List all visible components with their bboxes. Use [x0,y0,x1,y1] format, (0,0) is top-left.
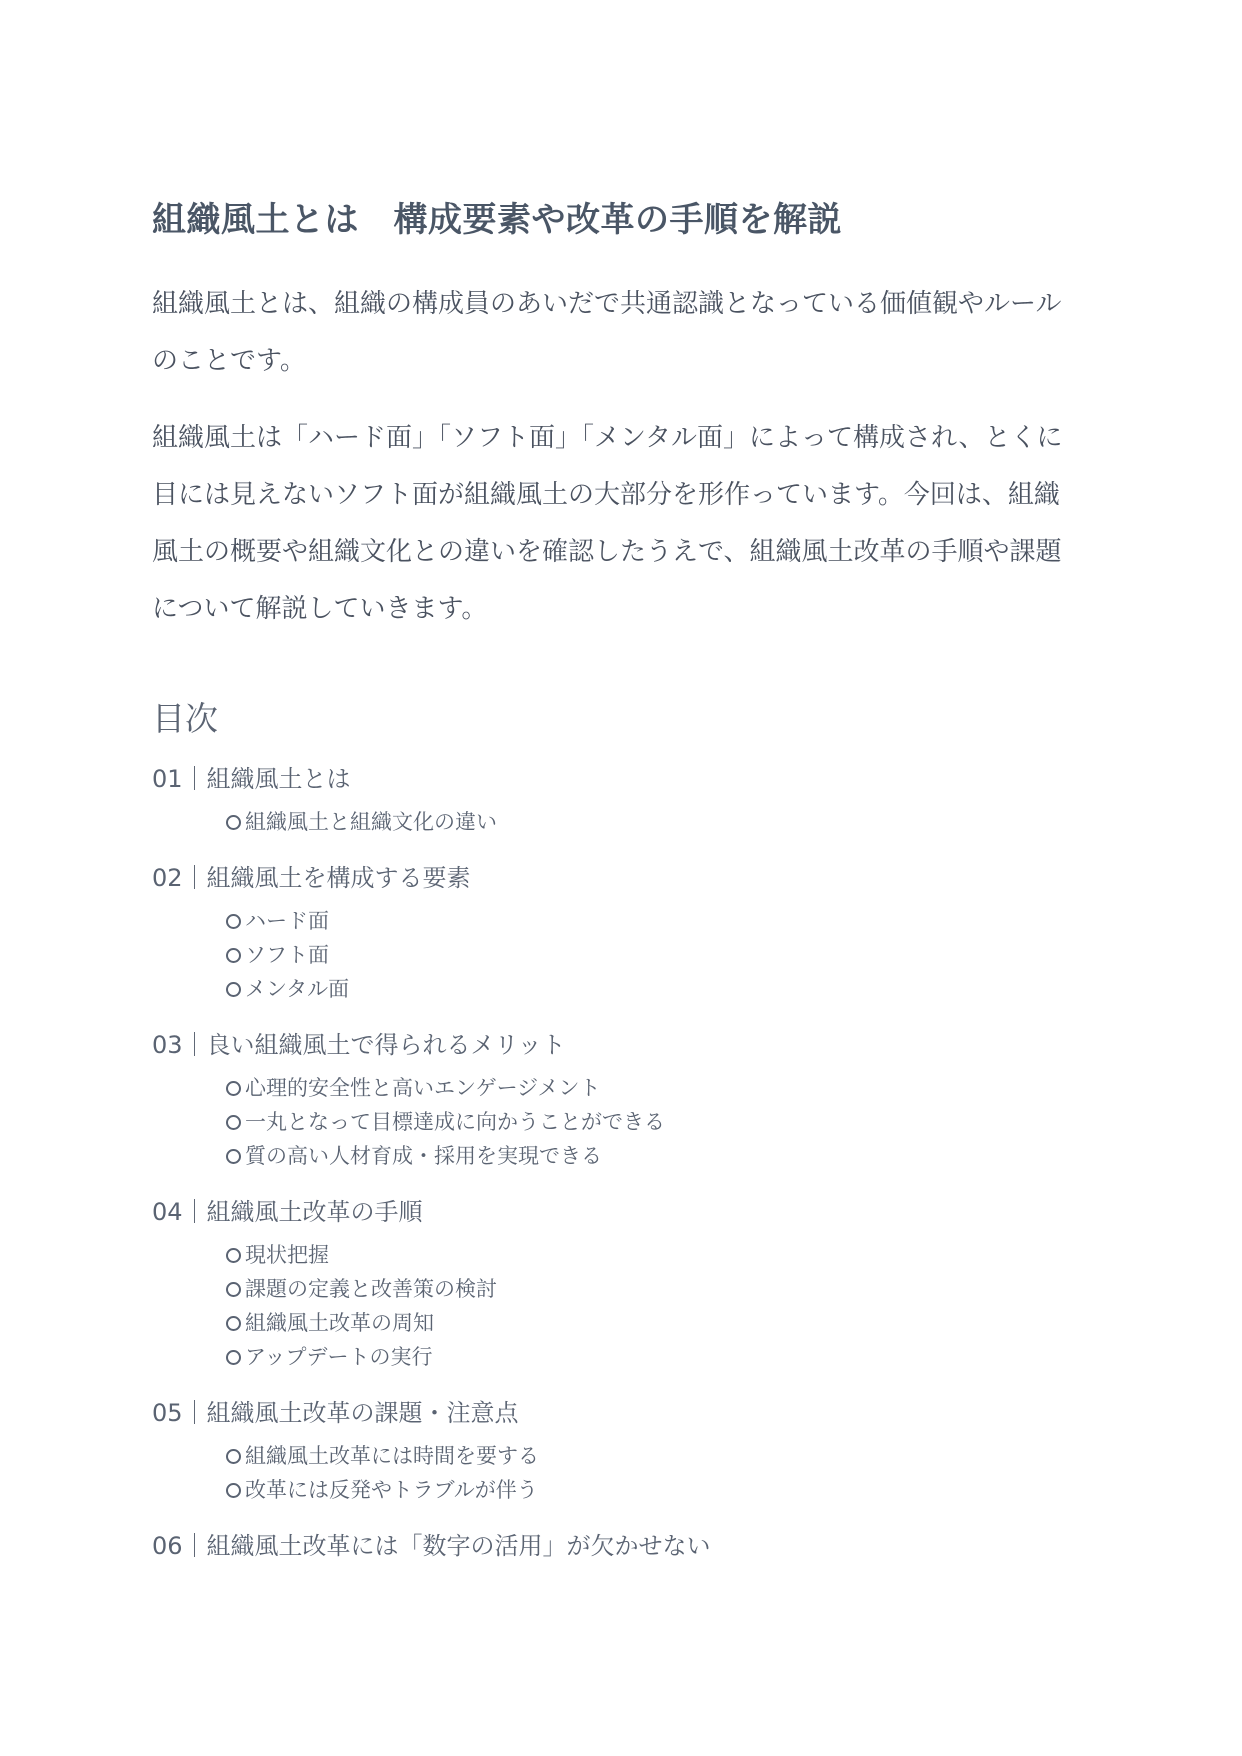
toc-section-05 [152,1396,1082,1507]
toc-subitem: 課題の定義と改善策の検討 [152,1272,1082,1306]
circle-bullet-icon [226,1149,241,1164]
toc-section-02 [152,861,1082,1006]
table-of-contents [152,762,1082,1563]
circle-bullet-icon [226,1115,241,1130]
circle-bullet-icon [226,1316,241,1331]
toc-heading: 目次 [152,699,218,738]
circle-bullet-icon [226,948,241,963]
toc-subitem: 質の高い人材育成・採用を実現できる [152,1139,1082,1173]
toc-subitem: 心理的安全性と高いエンゲージメント [152,1071,1082,1105]
circle-bullet-icon [226,815,241,830]
circle-bullet-icon [226,1282,241,1297]
toc-subitem: 一丸となって目標達成に向かうことができる [152,1105,1082,1139]
toc-sublist [152,1071,1082,1173]
circle-bullet-icon [226,1081,241,1096]
toc-section-03 [152,1028,1082,1173]
toc-subitem: 組織風土改革には時間を要する [152,1439,1082,1473]
toc-section-01 [152,762,1082,839]
intro-paragraph-2: 組織風土は「ハード面」「ソフト面」「メンタル面」によって構成され、とくに目には見えないソフト面が組織風土の大部分を形作っています。今回は、組織風土の概要や組織文化との違いを確認したうえで、組織風土改革の手順や課題について解説していきます。 [152,423,1063,624]
toc-item: 04｜組織風土改革の手順 [152,1198,423,1226]
toc-section-04 [152,1195,1082,1374]
toc-subitem: ソフト面 [152,938,1082,972]
toc-subitem: ハード面 [152,904,1082,938]
circle-bullet-icon [226,1248,241,1263]
toc-subitem: 組織風土と組織文化の違い [152,805,1082,839]
toc-item: 05｜組織風土改革の課題・注意点 [152,1399,519,1427]
circle-bullet-icon [226,1483,241,1498]
toc-sublist [152,904,1082,1006]
toc-subitem: アップデートの実行 [152,1340,1082,1374]
toc-subitem: 組織風土改革の周知 [152,1306,1082,1340]
document-page [152,190,1082,1585]
toc-item: 03｜良い組織風土で得られるメリット [152,1031,566,1059]
circle-bullet-icon [226,1350,241,1365]
toc-subitem: 現状把握 [152,1238,1082,1272]
toc-sublist [152,1439,1082,1507]
toc-subitem: メンタル面 [152,972,1082,1006]
toc-sublist [152,805,1082,839]
toc-item: 06｜組織風土改革には「数字の活用」が欠かせない [152,1532,711,1560]
toc-subitem: 改革には反発やトラブルが伴う [152,1473,1082,1507]
circle-bullet-icon [226,914,241,929]
toc-sublist [152,1238,1082,1374]
toc-item: 01｜組織風土とは [152,765,351,793]
page-title: 組織風土とは 構成要素や改革の手順を解説 [152,200,842,240]
intro-paragraph-1: 組織風土とは、組織の構成員のあいだで共通認識となっている価値観やルールのことです。 [152,289,1062,376]
toc-section-06 [152,1529,1082,1563]
toc-item: 02｜組織風土を構成する要素 [152,864,471,892]
circle-bullet-icon [226,1449,241,1464]
circle-bullet-icon [226,982,241,997]
